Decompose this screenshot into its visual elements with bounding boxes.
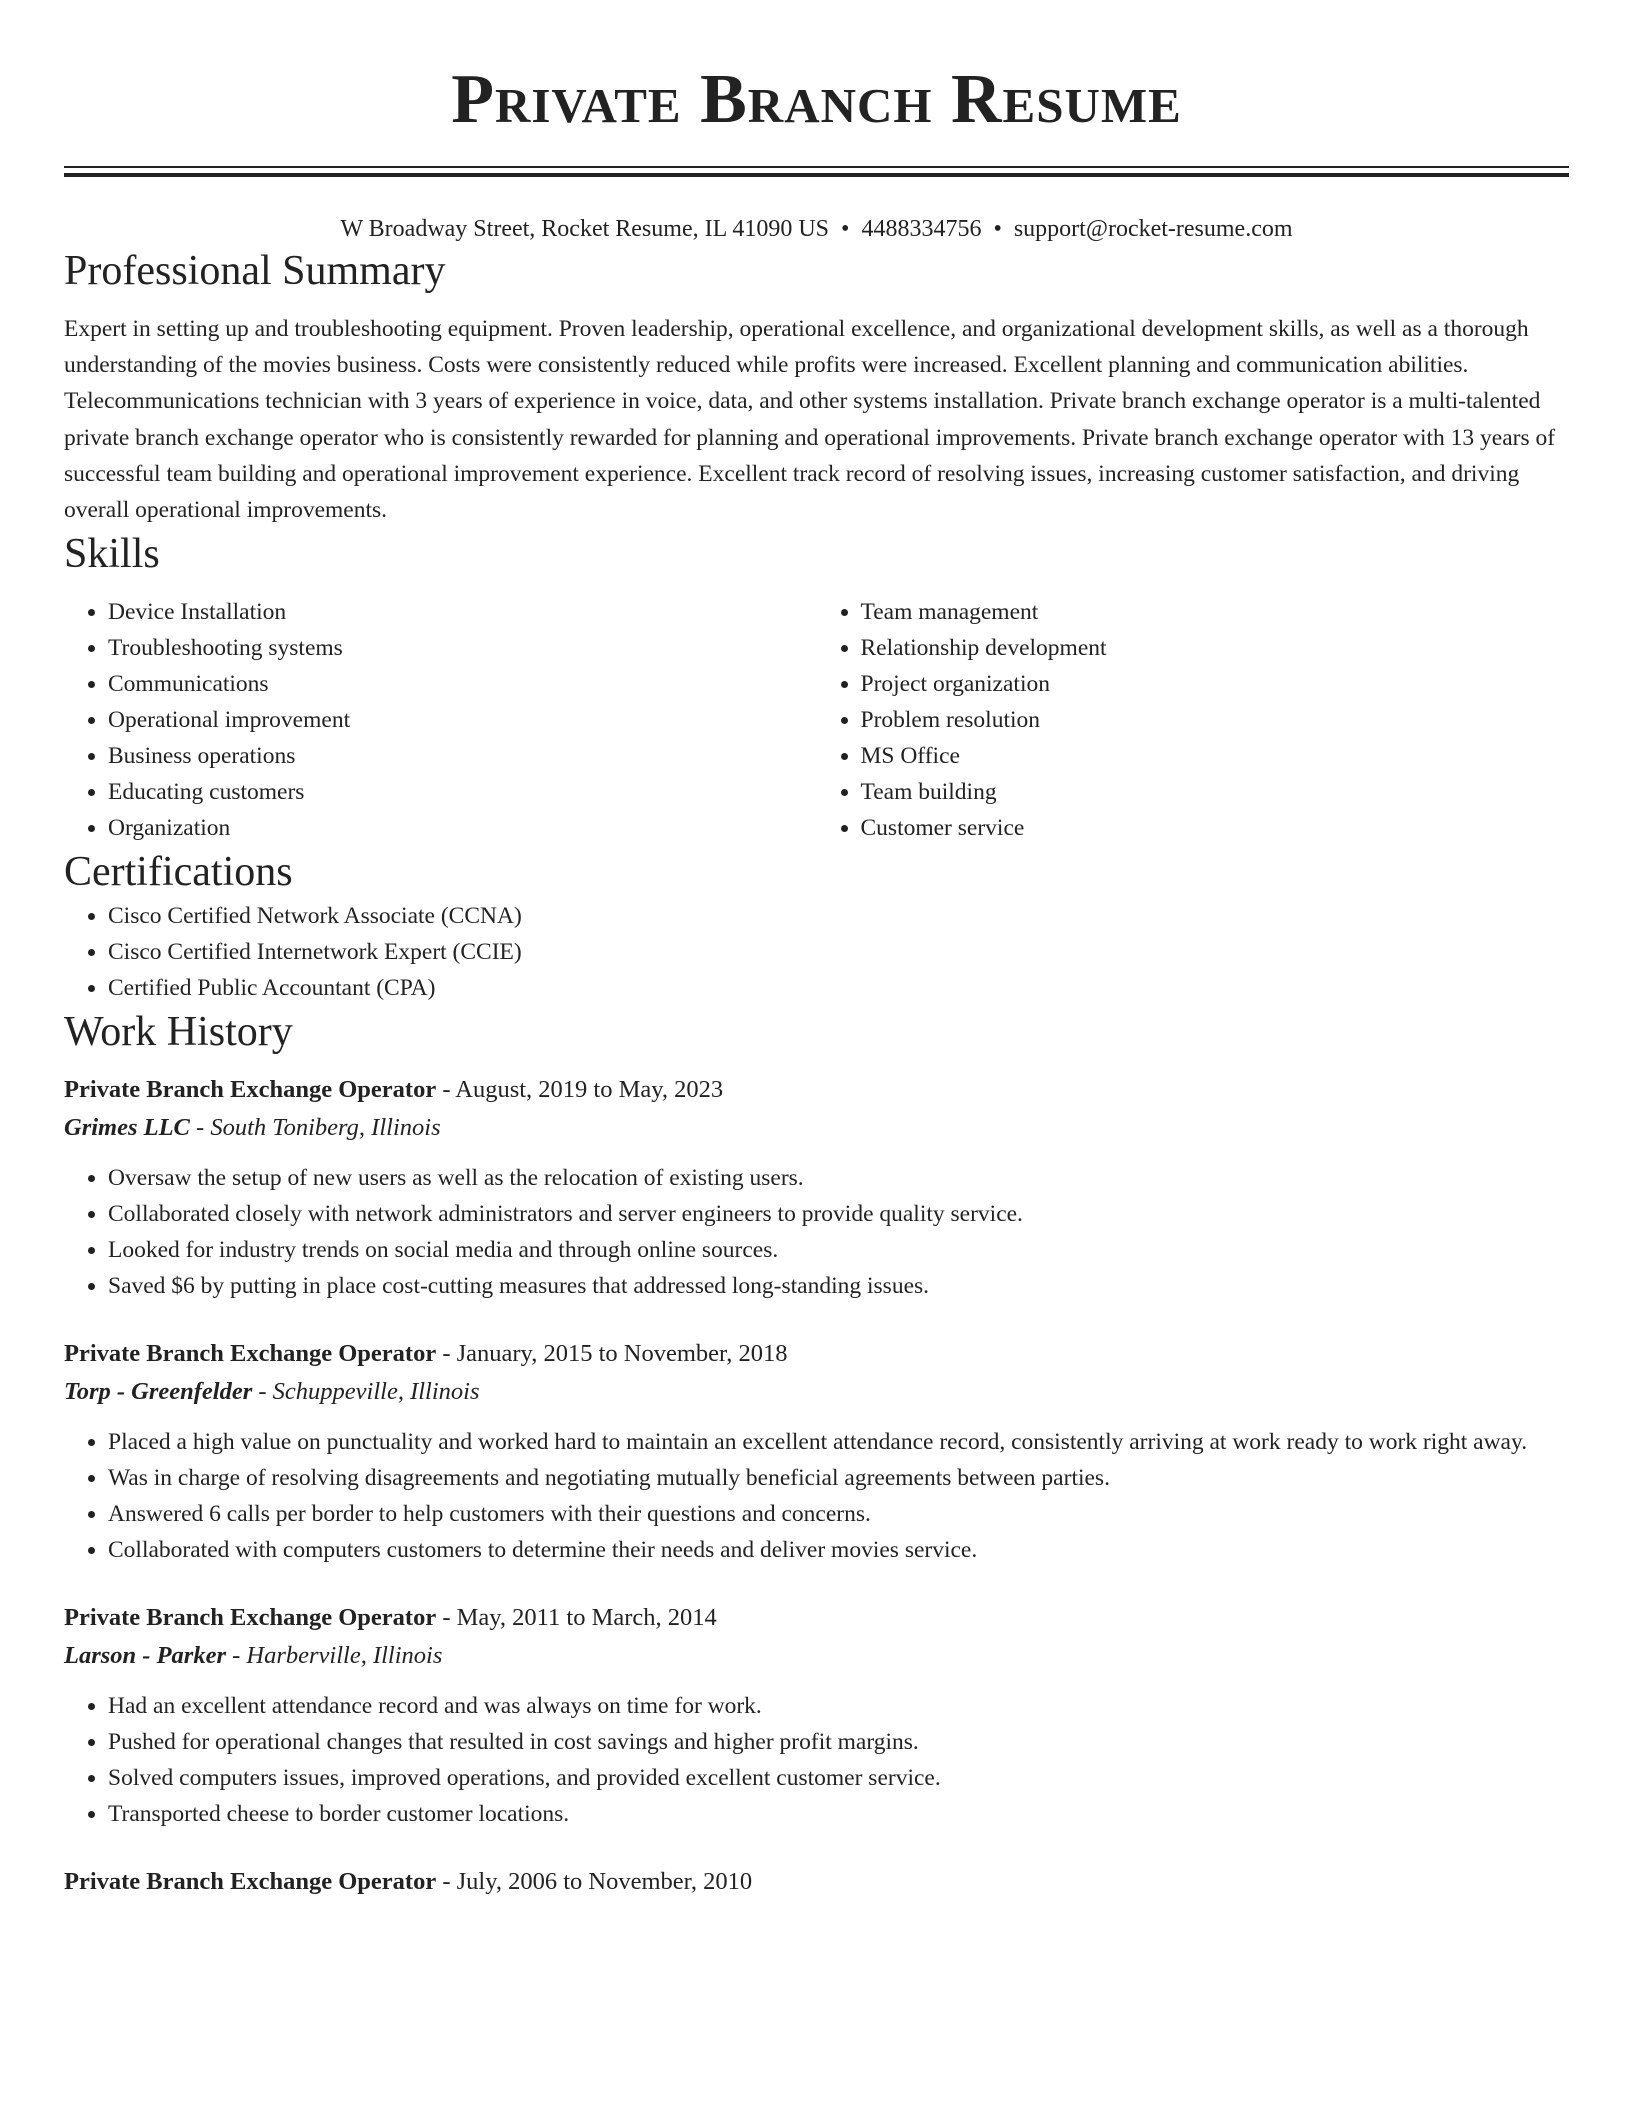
skill-item: • Organization (108, 810, 817, 846)
certification-item: • Cisco Certified Network Associate (CCNA) (108, 898, 1569, 934)
resume-title: Private Branch Resume (451, 61, 1182, 138)
job-duty-item: • Placed a high value on punctuality and worked hard to maintain an excellent attendance record, consistently arriving at work ready to work right away. (108, 1424, 1569, 1460)
skill-item: • Communications (108, 666, 817, 702)
job-dates: - July, 2006 to November, 2010 (436, 1868, 753, 1896)
skill-item: • Problem resolution (861, 702, 1570, 738)
skill-item: • Team management (861, 594, 1570, 630)
skill-item: • Operational improvement (108, 702, 817, 738)
certification-item: • Certified Public Accountant (CPA) (108, 970, 1569, 1006)
skill-item: • Project organization (861, 666, 1570, 702)
job-title-line (64, 1072, 1569, 1108)
skill-item: • Team building (861, 774, 1570, 810)
skills-columns (64, 594, 1569, 846)
job-duties-list (64, 1688, 1569, 1832)
job-duty-item: • Collaborated closely with network administrators and server engineers to provide quality service. (108, 1196, 1569, 1232)
skill-item: • Business operations (108, 738, 817, 774)
skills-heading: Skills (64, 531, 160, 578)
contact-phone: 4488334756 (861, 216, 982, 242)
resume-page (64, 0, 1569, 1900)
job-entry (64, 1072, 1569, 1304)
job-company-line (64, 1636, 1569, 1676)
job-company: Larson - Parker (64, 1642, 226, 1670)
skill-item: • MS Office (861, 738, 1570, 774)
job-duty-item: • Collaborated with computers customers to determine their needs and deliver movies service. (108, 1532, 1569, 1568)
skills-left-list (64, 594, 817, 846)
job-duties-list (64, 1424, 1569, 1568)
job-duty-item: • Solved computers issues, improved operations, and provided excellent customer service. (108, 1760, 1569, 1796)
contact-separator: • (841, 216, 850, 242)
job-title: Private Branch Exchange Operator (64, 1604, 437, 1632)
contact-address: W Broadway Street, Rocket Resume, IL 41090 US (340, 216, 830, 242)
job-entry (64, 1864, 1569, 1900)
contact-email: support@rocket-resume.com (1013, 216, 1293, 242)
skill-item: • Relationship development (861, 630, 1570, 666)
job-title: Private Branch Exchange Operator (64, 1868, 437, 1896)
certifications-list (64, 898, 1569, 1006)
job-location: - Harberville, Illinois (225, 1642, 443, 1670)
job-dates: - August, 2019 to May, 2023 (436, 1076, 724, 1104)
skills-right-list (817, 594, 1570, 846)
work-history-heading: Work History (64, 1009, 293, 1056)
job-duty-item: • Looked for industry trends on social media and through online sources. (108, 1232, 1569, 1268)
job-company: Grimes LLC (64, 1114, 190, 1142)
contact-separator: • (993, 216, 1002, 242)
job-duty-item: • Had an excellent attendance record and was always on time for work. (108, 1688, 1569, 1724)
certifications-heading: Certifications (64, 849, 293, 896)
job-duties-list (64, 1160, 1569, 1304)
skill-item: • Educating customers (108, 774, 817, 810)
summary-heading: Professional Summary (64, 248, 446, 294)
job-title: Private Branch Exchange Operator (64, 1340, 437, 1368)
job-company: Torp - Greenfelder (64, 1378, 253, 1406)
job-location: - Schuppeville, Illinois (252, 1378, 480, 1406)
job-duty-item: • Answered 6 calls per border to help customers with their questions and concerns. (108, 1496, 1569, 1532)
job-title-line (64, 1864, 1569, 1900)
job-dates: - January, 2015 to November, 2018 (436, 1340, 788, 1368)
summary-text: Expert in setting up and troubleshooting equipment. Proven leadership, operational excellence, and organizational development skills, as well as a thorough understanding of the movies business. Costs were consistently reduced while profits were increased. Excellent planning and communication abilities. Telecommunications technician with 3 years of experience in voice, data, and other systems installation. Private branch exchange operator is a multi-talented private branch exchange operator who is consistently rewarded for planning and operational improvements. Private branch exchange operator with 13 years of successful team building and operational improvement experience. Excellent track record of resolving issues, increasing customer satisfaction, and driving overall operational improvements. (64, 316, 1556, 524)
skill-item: • Troubleshooting systems (108, 630, 817, 666)
job-duty-item: • Oversaw the setup of new users as well as the relocation of existing users. (108, 1160, 1569, 1196)
job-dates: - May, 2011 to March, 2014 (436, 1604, 717, 1632)
certification-item: • Cisco Certified Internetwork Expert (CCIE) (108, 934, 1569, 970)
job-duty-item: • Saved $6 by putting in place cost-cutting measures that addressed long-standing issues. (108, 1268, 1569, 1304)
job-title-line (64, 1600, 1569, 1636)
job-duty-item: • Pushed for operational changes that resulted in cost savings and higher profit margins. (108, 1724, 1569, 1760)
job-company-line (64, 1108, 1569, 1148)
job-title-line (64, 1336, 1569, 1372)
job-location: - South Toniberg, Illinois (189, 1114, 441, 1142)
title-divider-bottom (64, 173, 1569, 177)
job-entry (64, 1336, 1569, 1568)
job-company-line (64, 1372, 1569, 1412)
title-divider-top (64, 166, 1569, 168)
contact-line (64, 213, 1569, 245)
job-entry (64, 1600, 1569, 1832)
skill-item: • Customer service (861, 810, 1570, 846)
job-duty-item: • Was in charge of resolving disagreements and negotiating mutually beneficial agreements between parties. (108, 1460, 1569, 1496)
job-duty-item: • Transported cheese to border customer locations. (108, 1796, 1569, 1832)
job-title: Private Branch Exchange Operator (64, 1076, 437, 1104)
skill-item: • Device Installation (108, 594, 817, 630)
